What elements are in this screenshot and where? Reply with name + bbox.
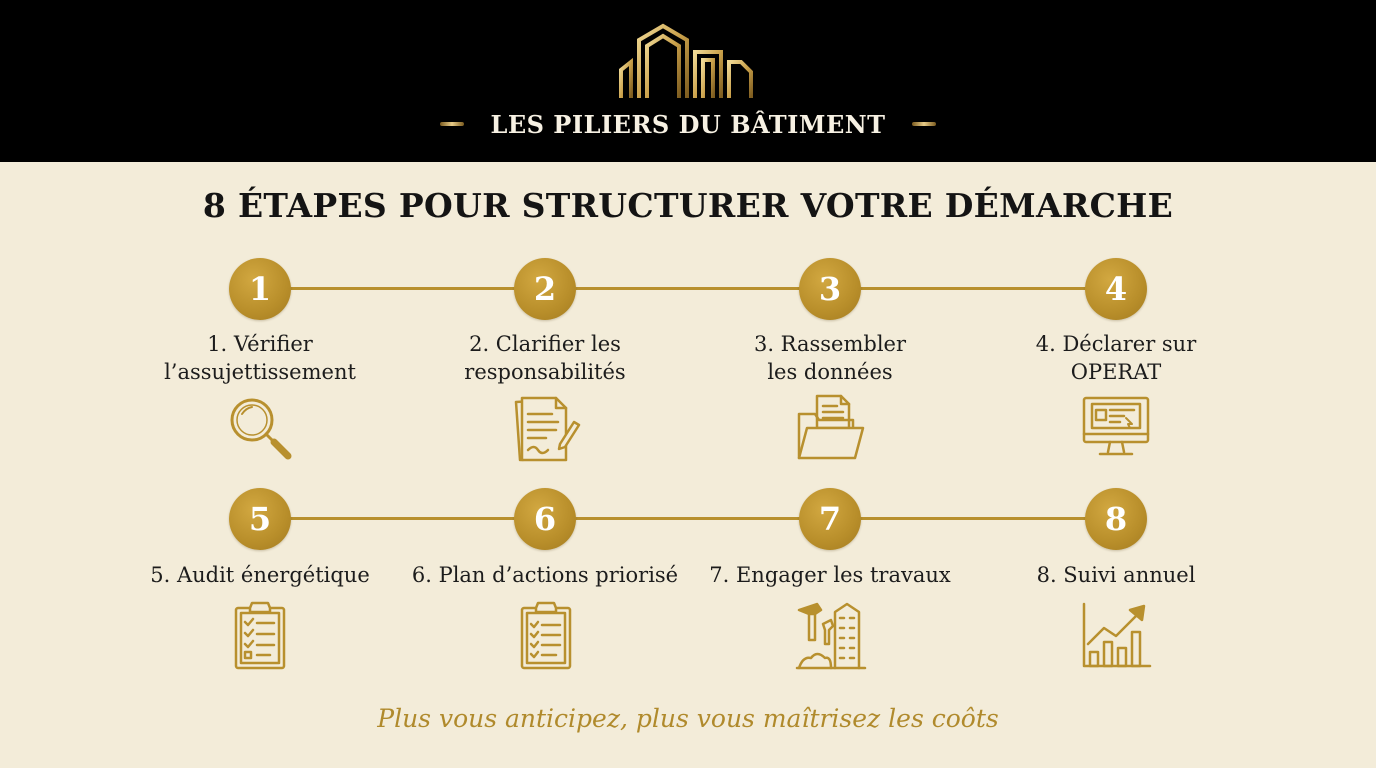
step-number-6: 6: [514, 488, 576, 550]
brand-row: [0, 106, 1376, 142]
step-label-3: 3. Rassembler les données: [753, 332, 907, 384]
page-title: 8 ÉTAPES POUR STRUCTURER VOTRE DÉMARCHE: [202, 186, 1174, 225]
document-pen-icon: [510, 392, 582, 464]
construction-tools-icon: [795, 600, 867, 672]
step-number-1: 1: [229, 258, 291, 320]
timeline-connector-row-2: [260, 517, 1116, 520]
computer-monitor-icon: [1080, 392, 1152, 464]
step-label-6: 6. Plan d’actions priorisé: [411, 563, 679, 587]
brand-divider-left: [440, 122, 464, 126]
header-banner: [0, 0, 1376, 162]
clipboard-list-icon: [510, 600, 582, 672]
step-label-5: 5. Audit énergétique: [150, 563, 370, 587]
building-skyline-logo: [617, 22, 759, 102]
clipboard-checklist-icon: [224, 600, 296, 672]
footer-tagline: Plus vous anticipez, plus vous maîtrisez les coôts: [377, 704, 999, 733]
step-label-7: 7. Engager les travaux: [709, 563, 951, 587]
step-label-1: 1. Vérifier l’assujettissement: [164, 332, 356, 384]
brand-name: LES PILIERS DU BÂTIMENT: [490, 109, 886, 139]
step-number-3: 3: [799, 258, 861, 320]
magnifying-glass-icon: [224, 392, 296, 464]
step-number-4: 4: [1085, 258, 1147, 320]
step-number-5: 5: [229, 488, 291, 550]
step-number-7: 7: [799, 488, 861, 550]
step-label-2: 2. Clarifier les responsabilités: [464, 332, 626, 384]
brand-divider-right: [912, 122, 936, 126]
step-number-8: 8: [1085, 488, 1147, 550]
growth-chart-icon: [1080, 600, 1152, 672]
timeline-connector-row-1: [260, 287, 1116, 290]
step-label-4: 4. Déclarer sur OPERAT: [1035, 332, 1197, 384]
step-label-8: 8. Suivi annuel: [1036, 563, 1196, 587]
step-number-2: 2: [514, 258, 576, 320]
folder-document-icon: [795, 392, 867, 464]
